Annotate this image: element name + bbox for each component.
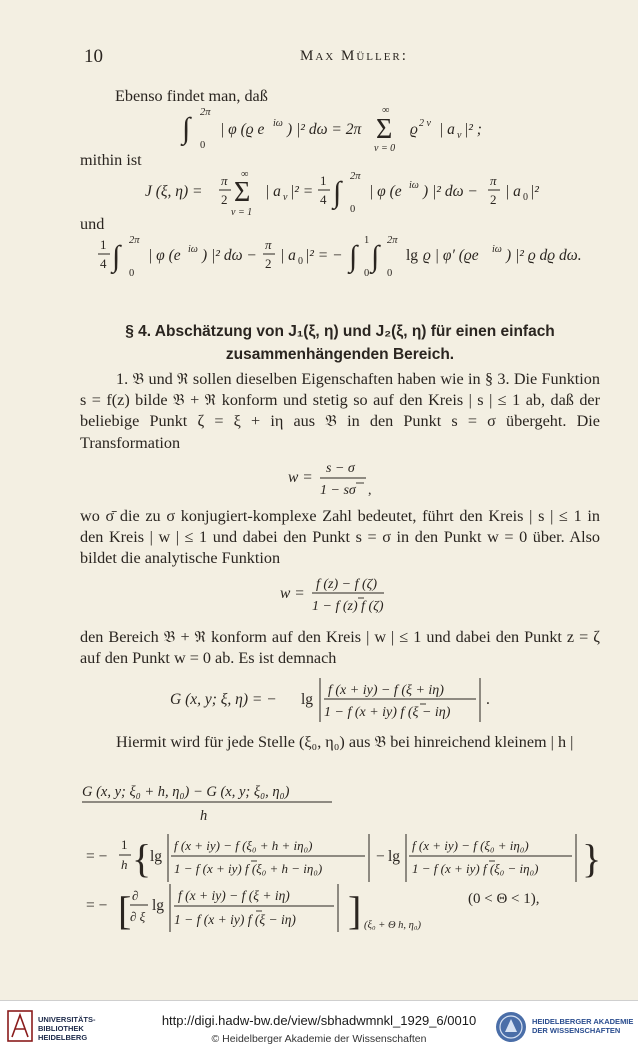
svg-text:lg: lg [406, 247, 419, 264]
viewer-footer [0, 1000, 638, 1052]
svg-text:2: 2 [221, 192, 228, 207]
svg-text:h: h [200, 808, 208, 824]
svg-text:1 − f (z) f (ζ): 1 − f (z) f (ζ) [312, 599, 384, 614]
svg-text:lg: lg [388, 848, 401, 865]
svg-text:) |² dω −: ) |² dω − [423, 183, 478, 200]
svg-text:J (ξ, η) =: J (ξ, η) = [145, 183, 203, 200]
svg-text:2π: 2π [387, 235, 398, 246]
svg-text:iω: iω [409, 180, 419, 191]
svg-text:∂: ∂ [132, 888, 139, 903]
svg-text:0: 0 [350, 204, 356, 215]
academy-seal-icon [494, 1010, 528, 1044]
svg-text:iω: iω [273, 118, 283, 129]
paragraph-2: wo σ̄ die zu σ konjugiert-komplexe Zahl bedeutet, führt den Kreis | s | ≤ 1 in den Kreis | w | ≤ 1 und dabei den Punkt s = σ in den Punkt w = 0 über. Also bildet die analytische Funktion [80, 507, 600, 568]
text-mithin: mithin ist [80, 151, 142, 169]
paragraph-3: den Bereich 𝔅 + ℜ konform auf den Kreis | w | ≤ 1 und dabei den Punkt z = ζ auf den Punkt w = 0 ab. Es ist demnach [80, 628, 600, 668]
svg-text:}: } [582, 836, 602, 881]
svg-text:∫: ∫ [371, 240, 380, 273]
svg-text:0: 0 [200, 140, 206, 151]
svg-text:,: , [368, 483, 372, 498]
svg-text:) |² dω = 2π: ) |² dω = 2π [287, 121, 362, 138]
svg-text:) |² ϱ dϱ dω.: ) |² ϱ dϱ dω. [506, 247, 582, 264]
svg-text:ν = 0: ν = 0 [374, 143, 396, 152]
svg-text:1 − f (x + iy) f (ξ − iη): 1 − f (x + iy) f (ξ − iη) [174, 912, 296, 927]
svg-text:Σ: Σ [376, 114, 393, 145]
svg-text:Σ: Σ [234, 177, 251, 208]
equation-9 [86, 880, 486, 940]
svg-text:1: 1 [320, 173, 327, 188]
svg-text:= −: = − [86, 897, 108, 914]
svg-text:| φ (e: | φ (e [148, 247, 181, 264]
svg-text:4: 4 [320, 192, 327, 207]
svg-text:1: 1 [364, 235, 370, 246]
svg-text:| a: | a [439, 121, 455, 138]
svg-text:iω: iω [492, 244, 502, 255]
svg-text:w =: w = [288, 469, 313, 486]
equation-5 [280, 570, 390, 622]
svg-text:∞: ∞ [382, 105, 390, 116]
equation-8 [86, 828, 606, 888]
svg-text:lg: lg [150, 848, 163, 865]
svg-text:−: − [376, 848, 385, 865]
svg-text:|² =: |² = [290, 183, 314, 200]
svg-text:2: 2 [265, 256, 272, 271]
svg-text:0: 0 [387, 268, 393, 279]
copyright-notice: © Heidelberger Akademie der Wissenschaften [211, 1033, 427, 1045]
svg-text:ϱ | φ′ (ϱe: ϱ | φ′ (ϱe [423, 247, 479, 264]
svg-text:∫: ∫ [112, 240, 121, 273]
svg-text:| φ (e: | φ (e [369, 183, 402, 200]
library-name: UNIVERSITÄTS- BIBLIOTHEK HEIDELBERG [38, 1015, 96, 1042]
running-head: Max Müller: [300, 48, 408, 64]
svg-text:0: 0 [298, 256, 303, 267]
svg-text:h: h [121, 857, 128, 872]
svg-text:0: 0 [364, 268, 370, 279]
svg-text:[: [ [118, 888, 132, 933]
text-und: und [80, 215, 105, 233]
svg-text:1: 1 [100, 237, 107, 252]
svg-text:f (x + iy) − f (ξ₀ + h + iη₀): f (x + iy) − f (ξ₀ + h + iη₀) [174, 838, 313, 853]
svg-text:1 − f (x + iy) f (ξ₀ − iη₀): 1 − f (x + iy) f (ξ₀ − iη₀) [412, 861, 539, 876]
paragraph-1: 1. 𝔅 und ℜ sollen dieselben Eigenschaften haben wie in § 3. Die Funktion s = f(z) bilde 𝔅 + ℜ konform und stetig so auf den Kreis | s | ≤ 1 ab, daß der beliebige Punkt ζ = ξ + iη aus 𝔅 in den Punkt s = σ übergeht. Die Transformation [80, 370, 600, 452]
equation-2 [145, 168, 565, 220]
svg-text:= −: = − [86, 848, 108, 865]
section-heading-line2: zusammenhängenden Bereich. [225, 346, 455, 363]
svg-text:∫: ∫ [333, 176, 342, 209]
svg-text:| a: | a [265, 183, 281, 200]
svg-text:f (x + iy) − f (ξ₀ + iη₀): f (x + iy) − f (ξ₀ + iη₀) [412, 838, 529, 853]
svg-text:ν: ν [283, 192, 288, 203]
svg-text:∂ ξ: ∂ ξ [130, 909, 146, 924]
section-heading [80, 320, 600, 366]
svg-text:| φ (ϱ e: | φ (ϱ e [220, 121, 265, 138]
svg-text:∞: ∞ [241, 169, 249, 180]
svg-text:1 − f (x + iy) f (ξ₀ + h − iη₀: 1 − f (x + iy) f (ξ₀ + h − iη₀) [174, 861, 323, 876]
svg-text:|² ;: |² ; [464, 121, 482, 138]
equation-3 [96, 232, 596, 284]
text-ebenso: Ebenso findet man, daß [115, 87, 268, 105]
section-heading-line1: § 4. Abschätzung von J₁(ξ, η) und J₂(ξ, η) für einen einfach [125, 323, 555, 340]
svg-text:{: { [132, 836, 152, 881]
svg-text:4: 4 [100, 256, 107, 271]
svg-text:0: 0 [129, 268, 135, 279]
svg-text:0: 0 [523, 192, 528, 203]
svg-text:s − σ: s − σ [326, 461, 355, 476]
equation-6 [170, 674, 510, 728]
academy-name: HEIDELBERGER AKADEMIE DER WISSENSCHAFTEN [532, 1017, 634, 1035]
svg-text:1 − sσ: 1 − sσ [320, 483, 356, 498]
svg-text:π: π [490, 173, 497, 188]
svg-text:1: 1 [121, 837, 128, 852]
svg-text:]: ] [348, 888, 362, 933]
svg-text:∫: ∫ [349, 240, 358, 273]
svg-text:lg: lg [152, 897, 165, 914]
svg-text:2: 2 [490, 192, 497, 207]
svg-text:π: π [265, 237, 272, 252]
svg-text:π: π [221, 173, 228, 188]
svg-text:∫: ∫ [182, 112, 191, 145]
equation-4 [288, 456, 378, 502]
svg-text:2π: 2π [350, 171, 361, 182]
page-number: 10 [84, 46, 103, 67]
svg-text:| a: | a [280, 247, 296, 264]
svg-text:iω: iω [188, 244, 198, 255]
svg-text:f (x + iy) − f (ξ + iη): f (x + iy) − f (ξ + iη) [178, 888, 290, 903]
svg-text:| a: | a [505, 183, 521, 200]
svg-text:ν = 1: ν = 1 [231, 207, 253, 218]
svg-text:G (x, y; ξ₀ + h, η₀) − G (x,: G (x, y; ξ₀ + h, η₀) − G (x, y; ξ₀, η₀) [82, 784, 290, 800]
equation-7-lhs [80, 778, 350, 826]
svg-text:.: . [486, 691, 490, 708]
svg-text:G (x, y; ξ, η) = −: G (x, y; ξ, η) = − [170, 691, 277, 708]
svg-text:2π: 2π [200, 107, 211, 118]
permalink-url[interactable]: http://digi.hadw-bw.de/view/sbhadwmnkl_1929_6/0010 [161, 1013, 477, 1028]
svg-text:(ξ₀ + Θ h, η₀): (ξ₀ + Θ h, η₀) [364, 920, 422, 931]
paragraph-4: Hiermit wird für jede Stelle (ξ₀, η₀) aus 𝔅 bei hinreichend kleinem | h | [116, 733, 574, 751]
svg-text:f (x + iy) − f (ξ + iη): f (x + iy) − f (ξ + iη) [328, 683, 444, 698]
svg-text:1 − f (x + iy) f (ξ − iη): 1 − f (x + iy) f (ξ − iη) [324, 705, 451, 720]
svg-text:w =: w = [280, 585, 305, 602]
svg-text:|²: |² [530, 183, 539, 200]
svg-text:lg: lg [301, 691, 314, 708]
svg-text:2π: 2π [129, 235, 140, 246]
svg-text:ϱ: ϱ [410, 121, 418, 138]
equation-9-condition: (0 < Θ < 1), [468, 891, 540, 907]
svg-text:) |² dω −: ) |² dω − [202, 247, 257, 264]
svg-text:f (z) − f (ζ): f (z) − f (ζ) [316, 577, 377, 592]
svg-text:|² = −: |² = − [305, 247, 343, 264]
equation-1 [180, 104, 510, 152]
svg-text:ν: ν [457, 130, 462, 141]
svg-text:2 ν: 2 ν [419, 118, 431, 129]
